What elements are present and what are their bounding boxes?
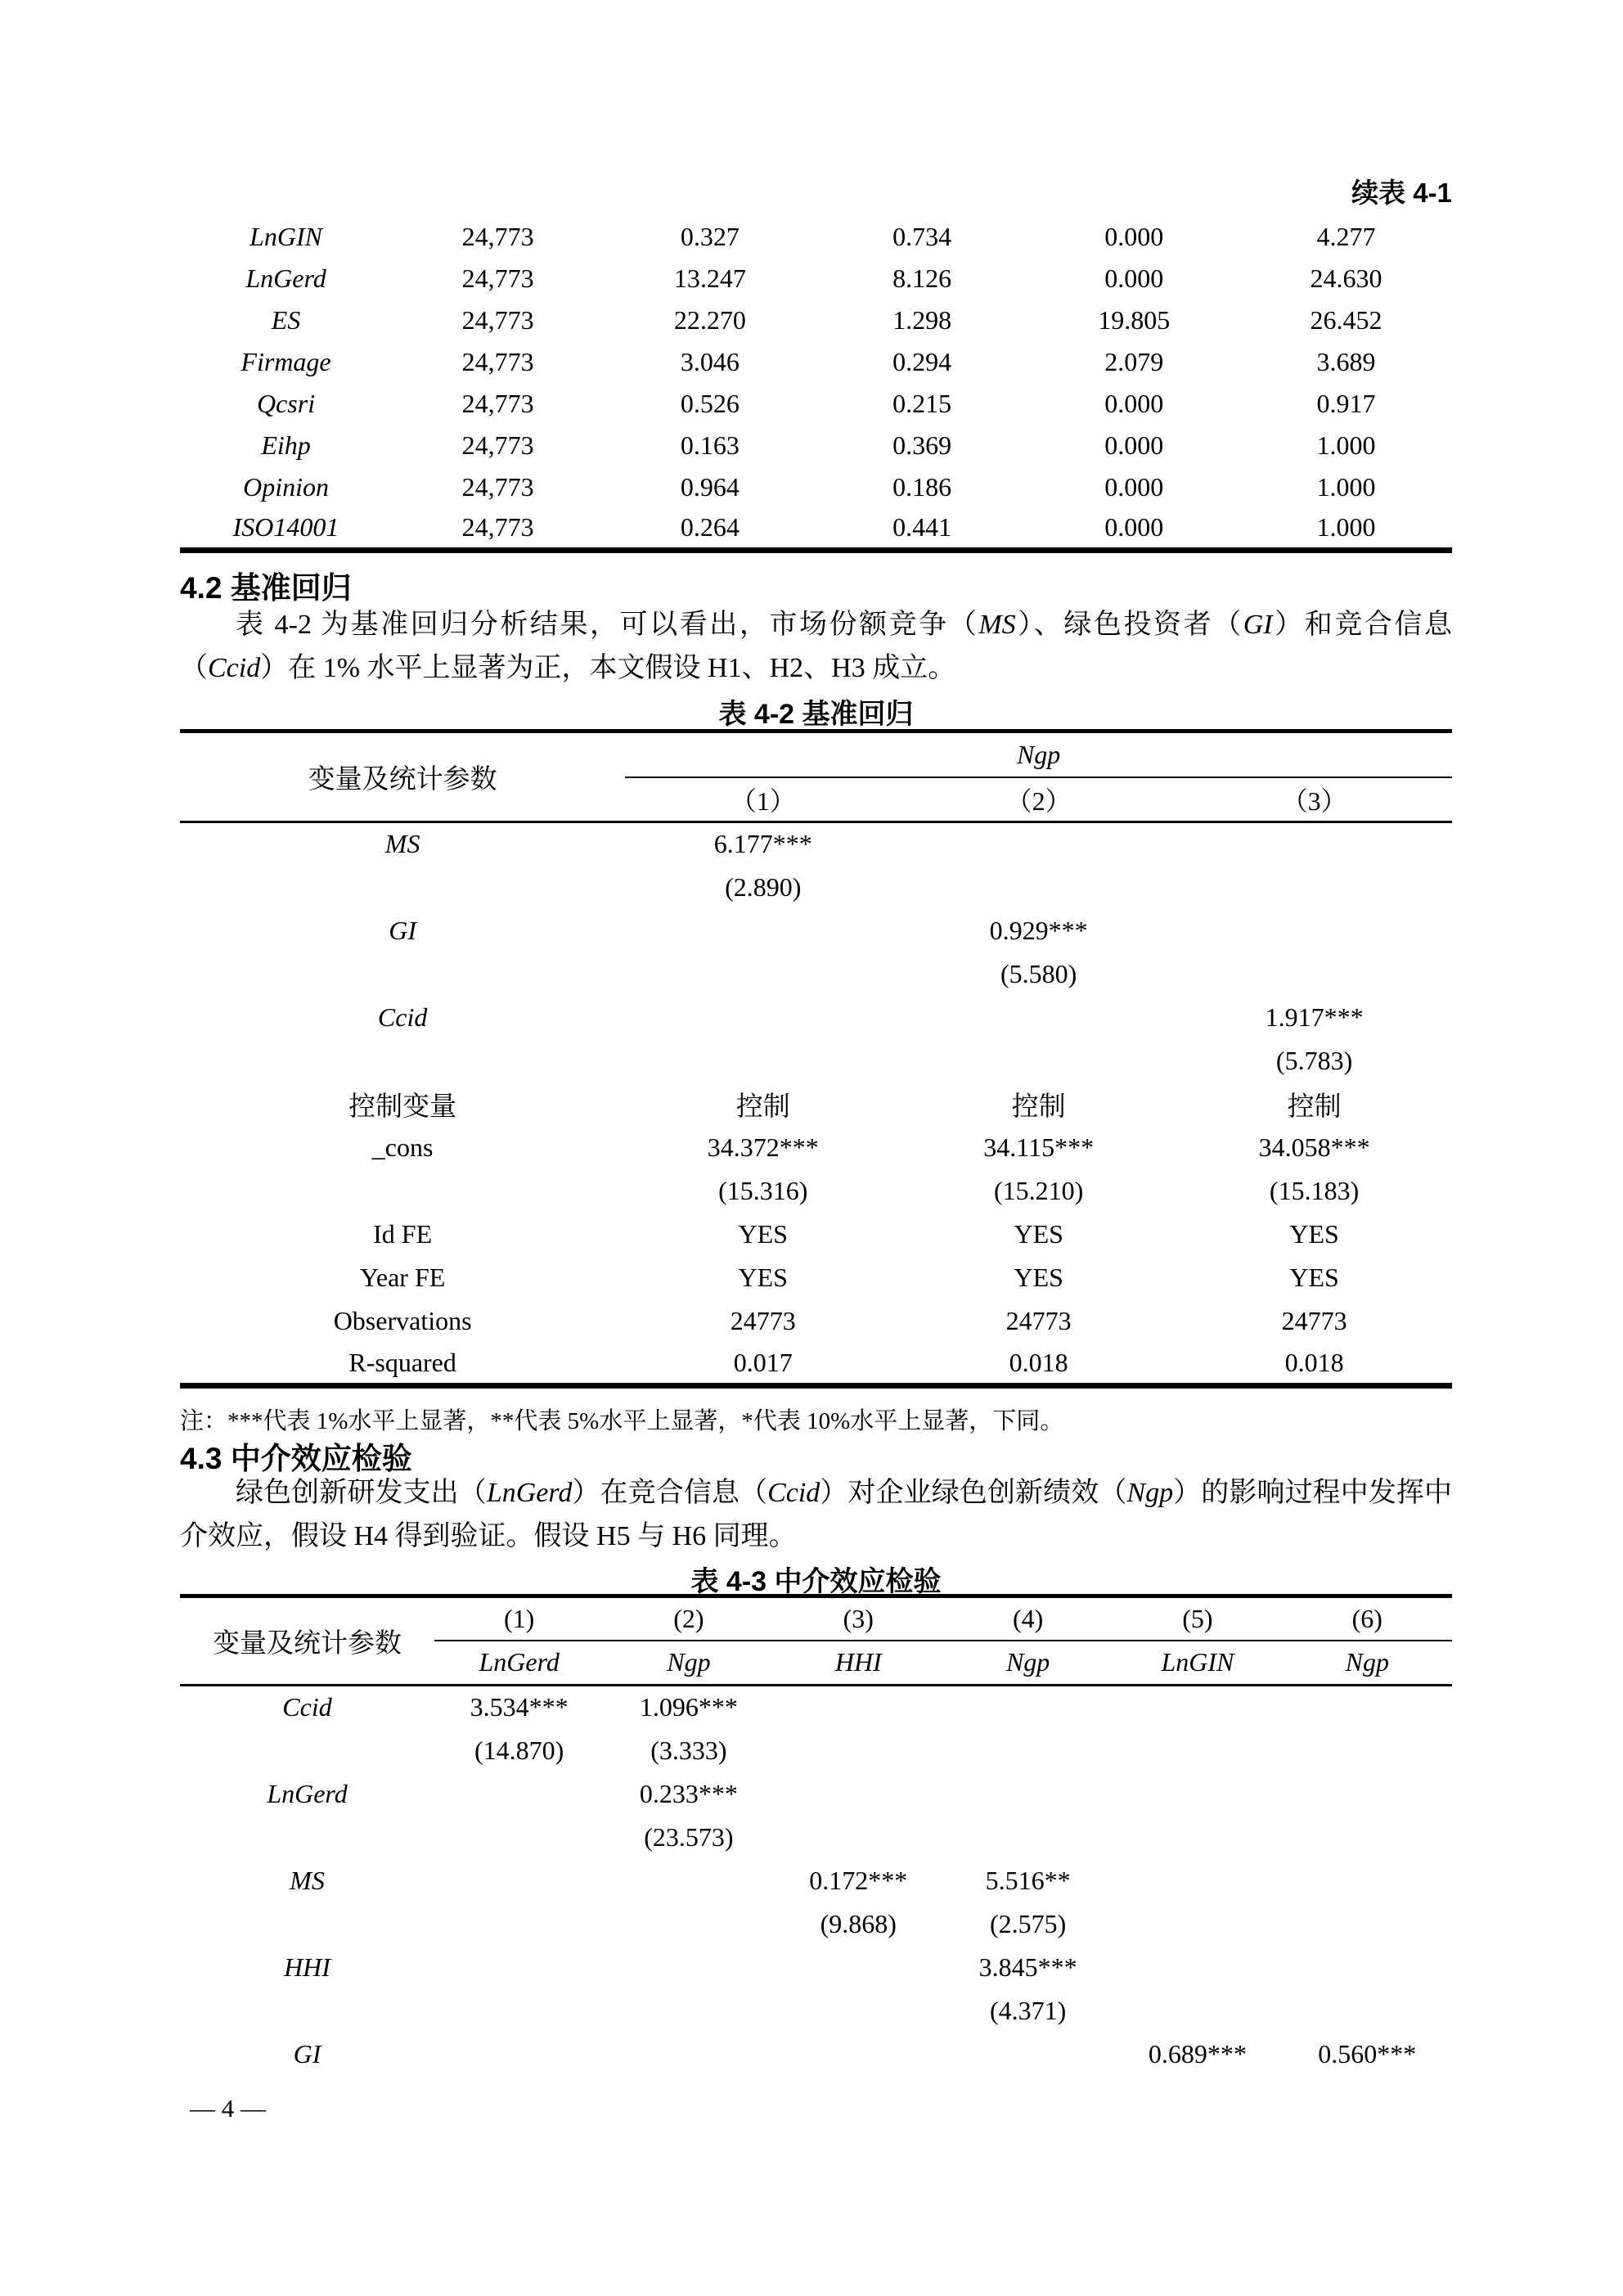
cell — [1283, 1772, 1452, 1816]
cell — [774, 2033, 943, 2076]
cell — [1283, 1902, 1452, 1946]
cell: (2.890) — [725, 871, 802, 902]
cell-variable: Qcsri — [256, 389, 316, 418]
cell: 0.000 — [1104, 222, 1164, 251]
cell: 0.689*** — [1148, 2038, 1247, 2069]
cell — [901, 822, 1176, 866]
cell — [901, 996, 1176, 1039]
cell: 8.126 — [892, 263, 952, 293]
cell-variable: LnGerd — [245, 263, 326, 293]
cell: 0.327 — [680, 222, 740, 251]
table-row — [180, 466, 1452, 508]
cell: 0.964 — [680, 472, 740, 502]
cell — [1176, 909, 1452, 952]
cell: 控制 — [1287, 1092, 1342, 1122]
cell: 0.163 — [680, 430, 740, 460]
cell-variable: Id FE — [373, 1218, 433, 1249]
section-heading-4-2: 4.2 基准回归 — [180, 571, 352, 605]
cell: 0.018 — [1284, 1347, 1344, 1377]
cell-variable: Opinion — [243, 472, 329, 502]
header-col-2: （2） — [901, 777, 1176, 822]
cell — [604, 2033, 773, 2076]
table-row — [180, 1902, 1452, 1946]
cell — [943, 1772, 1113, 1816]
cell: 0.000 — [1104, 263, 1164, 293]
table-4-3 — [180, 1594, 1452, 2076]
cell-variable — [180, 1039, 625, 1083]
table-row — [180, 1343, 1452, 1386]
cell — [774, 1816, 943, 1859]
cell: 24,773 — [461, 512, 534, 542]
cell: YES — [738, 1262, 788, 1292]
cell: 0.000 — [1104, 430, 1164, 460]
cell — [1113, 1816, 1282, 1859]
cell: YES — [738, 1218, 788, 1249]
cell — [434, 1772, 604, 1816]
cell: 0.264 — [680, 512, 740, 542]
cell: 0.734 — [892, 222, 952, 251]
cell-variable: MS — [290, 1865, 325, 1895]
cell — [1113, 1686, 1282, 1729]
cell-variable: Ccid — [282, 1692, 332, 1722]
table-row — [180, 2033, 1452, 2076]
cell — [604, 1859, 773, 1902]
table-row — [180, 1686, 1452, 1729]
header-variables-label: 变量及统计参数 — [180, 1596, 434, 1686]
cell: 24,773 — [461, 389, 534, 418]
cell: 0.000 — [1104, 512, 1164, 542]
cell — [1113, 1946, 1282, 1989]
cell: 24,773 — [461, 305, 534, 335]
cell-variable: 控制变量 — [348, 1092, 457, 1122]
cell — [434, 1902, 604, 1946]
cell — [901, 866, 1176, 909]
header-col-6: (6) — [1283, 1596, 1452, 1641]
cell — [1113, 1859, 1282, 1902]
cell — [625, 952, 901, 996]
cell: (15.183) — [1269, 1175, 1360, 1205]
cell — [434, 1989, 604, 2033]
cell — [434, 1859, 604, 1902]
cell: 1.096*** — [639, 1692, 738, 1722]
cell: 24773 — [1005, 1305, 1072, 1335]
cell: (14.870) — [474, 1735, 564, 1765]
cell — [943, 1729, 1113, 1772]
cell-variable: R-squared — [348, 1347, 456, 1377]
cell: 6.177*** — [713, 829, 812, 859]
table-row — [180, 425, 1452, 466]
table-row — [180, 299, 1452, 341]
cell: 控制 — [1011, 1092, 1066, 1122]
cell — [1176, 952, 1452, 996]
cell-variable — [180, 1989, 434, 2033]
cell: 1.917*** — [1265, 1002, 1364, 1032]
cell — [434, 2033, 604, 2076]
cell: 3.845*** — [978, 1952, 1077, 1982]
cell: 0.929*** — [989, 915, 1088, 945]
table-row — [180, 1169, 1452, 1213]
cell: 0.369 — [892, 430, 952, 460]
cell: 24,773 — [461, 347, 534, 376]
cell — [901, 1039, 1176, 1083]
cell: 0.018 — [1009, 1347, 1068, 1377]
table-4-3-caption: 表 4-3 中介效应检验 — [690, 1566, 942, 1597]
cell-variable: GI — [293, 2038, 321, 2069]
header-var-6: Ngp — [1283, 1641, 1452, 1686]
table-row — [180, 1126, 1452, 1169]
cell: (15.210) — [994, 1175, 1084, 1205]
cell — [625, 996, 901, 1039]
cell-variable: ES — [271, 305, 301, 335]
cell — [1283, 1859, 1452, 1902]
cell — [1283, 1686, 1452, 1729]
cell-variable — [180, 1816, 434, 1859]
cell-variable: Ccid — [377, 1002, 428, 1032]
cell: 24.630 — [1310, 263, 1382, 293]
table-row — [180, 1213, 1452, 1256]
cell — [604, 1902, 773, 1946]
cell: 24773 — [730, 1305, 796, 1335]
cell: 1.000 — [1316, 430, 1376, 460]
cell — [943, 1686, 1113, 1729]
cell — [1113, 1729, 1282, 1772]
cell — [1113, 1989, 1282, 2033]
table-row — [180, 952, 1452, 996]
cell: 26.452 — [1310, 305, 1382, 335]
cell — [1283, 1989, 1452, 2033]
cell-variable — [180, 952, 625, 996]
cell-variable — [180, 1902, 434, 1946]
cell: 24773 — [1281, 1305, 1347, 1335]
table-row — [180, 508, 1452, 550]
table-4-1-continued — [180, 216, 1452, 553]
table-row — [180, 1729, 1452, 1772]
table-4-2 — [180, 729, 1452, 1389]
table-row — [180, 1946, 1452, 1989]
cell — [774, 1989, 943, 2033]
cell — [604, 1946, 773, 1989]
cell: YES — [1014, 1262, 1063, 1292]
cell: 控制 — [735, 1092, 790, 1122]
cell: 3.534*** — [470, 1692, 569, 1722]
table-row — [180, 258, 1452, 299]
table-row — [180, 866, 1452, 909]
table-row — [180, 1859, 1452, 1902]
cell: 0.294 — [892, 347, 952, 376]
cell-variable: HHI — [284, 1952, 330, 1982]
table-row — [180, 996, 1452, 1039]
cell: YES — [1289, 1262, 1339, 1292]
cell-variable: MS — [384, 829, 420, 859]
cell — [625, 909, 901, 952]
cell: 0.526 — [680, 389, 740, 418]
cell: 0.233*** — [639, 1778, 738, 1808]
header-variables-label: 变量及统计参数 — [180, 732, 625, 822]
header-var-2: Ngp — [604, 1641, 773, 1686]
header-var-3: HHI — [774, 1641, 943, 1686]
cell: YES — [1014, 1218, 1063, 1249]
cell — [943, 2033, 1113, 2076]
table-header-row — [180, 732, 1452, 777]
cell-variable: GI — [389, 915, 416, 945]
cell — [1176, 822, 1452, 866]
table-row — [180, 1299, 1452, 1343]
cell — [1176, 866, 1452, 909]
cell — [1283, 1729, 1452, 1772]
cell-variable: Observations — [333, 1305, 472, 1335]
cell: 24,773 — [461, 263, 534, 293]
table-row — [180, 216, 1452, 258]
cell: 34.115*** — [983, 1132, 1095, 1162]
header-var-5: LnGIN — [1113, 1641, 1282, 1686]
table-row — [180, 1989, 1452, 2033]
cell — [774, 1772, 943, 1816]
table-header-row — [180, 1596, 1452, 1641]
cell: 1.000 — [1316, 472, 1376, 502]
cell: 0.000 — [1104, 389, 1164, 418]
cell — [774, 1686, 943, 1729]
header-col-1: (1) — [434, 1596, 604, 1641]
cell — [625, 1039, 901, 1083]
cell: 0.560*** — [1318, 2038, 1417, 2069]
header-col-4: (4) — [943, 1596, 1113, 1641]
table41-continued-caption: 续表 4-1 — [1351, 178, 1452, 208]
table-row — [180, 1816, 1452, 1859]
cell-variable: Firmage — [241, 347, 331, 376]
cell: 4.277 — [1316, 222, 1376, 251]
cell: 19.805 — [1098, 305, 1171, 335]
cell — [943, 1816, 1113, 1859]
cell: YES — [1289, 1218, 1339, 1249]
section-heading-4-3: 4.3 中介效应检验 — [180, 1442, 412, 1475]
cell — [1113, 1902, 1282, 1946]
cell — [1283, 1946, 1452, 1989]
cell: (2.575) — [989, 1908, 1067, 1938]
header-var-1: LnGerd — [434, 1641, 604, 1686]
paragraph-4-3: 绿色创新研发支出（LnGerd）在竞合信息（Ccid）对企业绿色创新绩效（Ngp）的影响过程中发挥中介效应，假设 H4 得到验证。假设 H5 与 H6 同理。 — [180, 1478, 1453, 1551]
cell: (3.333) — [650, 1735, 727, 1765]
cell: (5.783) — [1275, 1045, 1353, 1075]
header-col-3: (3) — [774, 1596, 943, 1641]
header-col-2: (2) — [604, 1596, 773, 1641]
cell — [1283, 1816, 1452, 1859]
cell: 24,773 — [461, 472, 534, 502]
cell: 5.516** — [985, 1865, 1071, 1895]
cell: 24,773 — [461, 430, 534, 460]
cell: 2.079 — [1104, 347, 1164, 376]
table-row — [180, 909, 1452, 952]
cell-variable: LnGerd — [267, 1778, 348, 1808]
cell: (4.371) — [989, 1995, 1067, 2025]
header-col-1: （1） — [625, 777, 901, 822]
page-number: — 4 — — [190, 2094, 266, 2123]
table-row — [180, 383, 1452, 425]
cell — [434, 1946, 604, 1989]
cell: 0.000 — [1104, 472, 1164, 502]
cell: 13.247 — [673, 263, 746, 293]
table-row — [180, 822, 1452, 866]
cell-variable — [180, 866, 625, 909]
cell — [1113, 1772, 1282, 1816]
cell: (23.573) — [644, 1821, 734, 1852]
cell: 0.017 — [733, 1347, 793, 1377]
header-col-5: (5) — [1113, 1596, 1282, 1641]
cell: (5.580) — [1000, 958, 1077, 988]
cell — [774, 1729, 943, 1772]
header-var-4: Ngp — [943, 1641, 1113, 1686]
cell: 34.372*** — [707, 1132, 819, 1162]
cell: 3.046 — [680, 347, 740, 376]
paragraph-4-2: 表 4-2 为基准回归分析结果，可以看出，市场份额竞争（MS）、绿色投资者（GI）和竞合信息（Ccid）在 1% 水平上显著为正，本文假设 H1、H2、H3 成立。 — [180, 610, 1453, 683]
cell: 3.689 — [1316, 347, 1376, 376]
table-row — [180, 341, 1452, 383]
table-row — [180, 1772, 1452, 1816]
cell-variable — [180, 1169, 625, 1213]
header-col-3: （3） — [1176, 777, 1452, 822]
cell: 0.186 — [892, 472, 952, 502]
table-row — [180, 1039, 1452, 1083]
cell: 1.298 — [892, 305, 952, 335]
cell: 22.270 — [673, 305, 746, 335]
cell: 34.058*** — [1258, 1132, 1370, 1162]
cell: 0.917 — [1316, 389, 1376, 418]
cell — [774, 1946, 943, 1989]
table-row — [180, 1256, 1452, 1299]
cell: 0.215 — [892, 389, 952, 418]
cell: 24,773 — [461, 222, 534, 251]
table-4-2-caption: 表 4-2 基准回归 — [718, 699, 914, 730]
cell: (9.868) — [820, 1908, 897, 1938]
table-row — [180, 1083, 1452, 1126]
cell: 0.172*** — [809, 1865, 908, 1895]
header-dependent-variable: Ngp — [625, 732, 1452, 777]
cell-variable: Year FE — [359, 1262, 446, 1292]
cell-variable: LnGIN — [250, 222, 322, 251]
cell: (15.316) — [718, 1175, 808, 1205]
cell-variable: ISO14001 — [232, 512, 339, 542]
cell: 0.441 — [892, 512, 952, 542]
cell-variable: _cons — [371, 1132, 434, 1162]
cell: 1.000 — [1316, 512, 1376, 542]
table-4-2-note: 注：***代表 1%水平上显著，**代表 5%水平上显著，*代表 10%水平上显著，下同。 — [180, 1408, 1064, 1434]
cell — [604, 1989, 773, 2033]
cell-variable — [180, 1729, 434, 1772]
cell — [434, 1816, 604, 1859]
cell-variable: Eihp — [261, 430, 311, 460]
